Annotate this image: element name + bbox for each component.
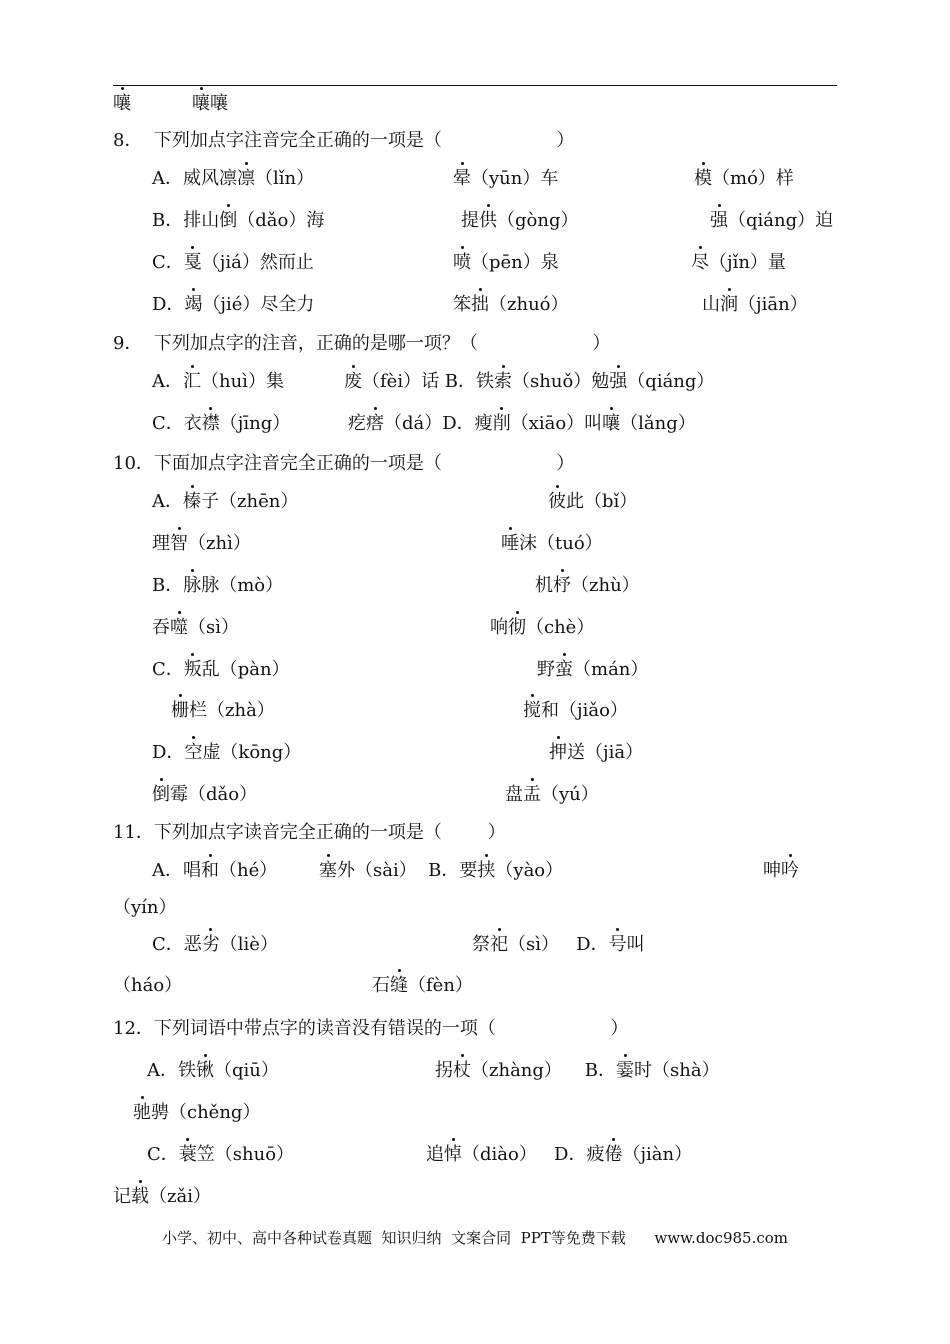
text-line-7: 提供（gòng）	[461, 210, 579, 231]
text-line-35: 倒霉（dǎo）	[152, 784, 258, 805]
text-line-16: A．汇（huì）集	[152, 371, 284, 392]
text-line-25: B．脉脉（mò）	[152, 575, 284, 596]
text-line-15: 9． 下列加点字的注音，正确的是哪一项？（ ）	[113, 333, 611, 354]
text-line-21: A．榛子（zhēn）	[152, 491, 299, 512]
text-line-6: B．排山倒（dǎo）海	[152, 210, 325, 231]
text-line-1: 嚷嚷	[192, 93, 228, 114]
text-line-34: 押送（jiā）	[549, 742, 644, 763]
text-line-28: 响彻（chè）	[490, 617, 595, 638]
text-line-11: 尽（jǐn）量	[691, 252, 786, 273]
text-line-26: 机杼（zhù）	[535, 575, 640, 596]
text-line-5: 模（mó）样	[694, 168, 794, 189]
text-line-24: 唾沫（tuó）	[501, 533, 603, 554]
text-line-41: （yín）	[113, 897, 177, 918]
text-line-2: 8． 下列加点字注音完全正确的一项是（ ）	[113, 130, 575, 151]
text-line-52: 记载（zǎi）	[113, 1186, 211, 1207]
text-line-17: 废（fèi）话 B．铁索（shuǒ）勉强（qiáng）	[344, 371, 715, 392]
text-line-23: 理智（zhì）	[152, 533, 251, 554]
text-line-43: 祭祀（sì） D．号叫	[472, 934, 645, 955]
text-line-18: C．衣襟（jīng）	[152, 413, 291, 434]
text-line-33: D．空虚（kōng）	[152, 742, 302, 763]
text-line-51: 追悼（diào） D．疲倦（jiàn）	[426, 1144, 693, 1165]
text-line-12: D．竭（jié）尽全力	[152, 294, 315, 315]
text-line-9: C．戛（jiá）然而止	[152, 252, 314, 273]
text-line-38: A．唱和（hé）	[152, 860, 278, 881]
text-line-48: 拐杖（zhàng） B．霎时（shà）	[435, 1060, 720, 1081]
text-line-3: A．威风凛凛（lǐn）	[152, 168, 315, 189]
text-line-19: 疙瘩（dá）D．瘦削（xiāo）叫嚷（lǎng）	[348, 413, 696, 434]
text-line-42: C．恶劣（liè）	[152, 934, 278, 955]
text-line-8: 强（qiáng）迫	[710, 210, 834, 231]
text-line-27: 吞噬（sì）	[152, 617, 239, 638]
text-line-31: 栅栏（zhà）	[171, 700, 275, 721]
text-line-49: 驰骋（chěng）	[133, 1102, 261, 1123]
text-line-39: 塞外（sài） B．要挟（yào）	[319, 860, 564, 881]
text-line-0: 嚷	[113, 93, 131, 114]
text-line-47: A．铁锹（qiū）	[147, 1060, 279, 1081]
text-line-4: 晕（yūn）车	[453, 168, 559, 189]
text-line-46: 12．下列词语中带点字的读音没有错误的一项（ ）	[113, 1018, 629, 1039]
page-footer: 小学、初中、高中各种试卷真题 知识归纳 文案合同 PPT等免费下载 www.doc985.com	[162, 1229, 789, 1247]
text-line-50: C．蓑笠（shuō）	[147, 1144, 295, 1165]
text-line-37: 11．下列加点字读音完全正确的一项是（ ）	[113, 822, 506, 843]
text-line-22: 彼此（bǐ）	[548, 491, 638, 512]
text-line-29: C．叛乱（pàn）	[152, 659, 290, 680]
header-rule	[113, 85, 837, 86]
text-line-44: （háo）	[113, 975, 183, 996]
text-line-36: 盘盂（yú）	[505, 784, 599, 805]
text-line-45: 石缝（fèn）	[372, 975, 473, 996]
text-line-32: 搅和（jiǎo）	[523, 700, 628, 721]
text-line-14: 山涧（jiān）	[702, 294, 808, 315]
text-line-30: 野蛮（mán）	[537, 659, 649, 680]
text-line-20: 10．下面加点字注音完全正确的一项是（ ）	[113, 453, 575, 474]
text-line-13: 笨拙（zhuó）	[453, 294, 569, 315]
text-line-10: 喷（pēn）泉	[453, 252, 559, 273]
text-line-40: 呻吟	[763, 860, 799, 881]
